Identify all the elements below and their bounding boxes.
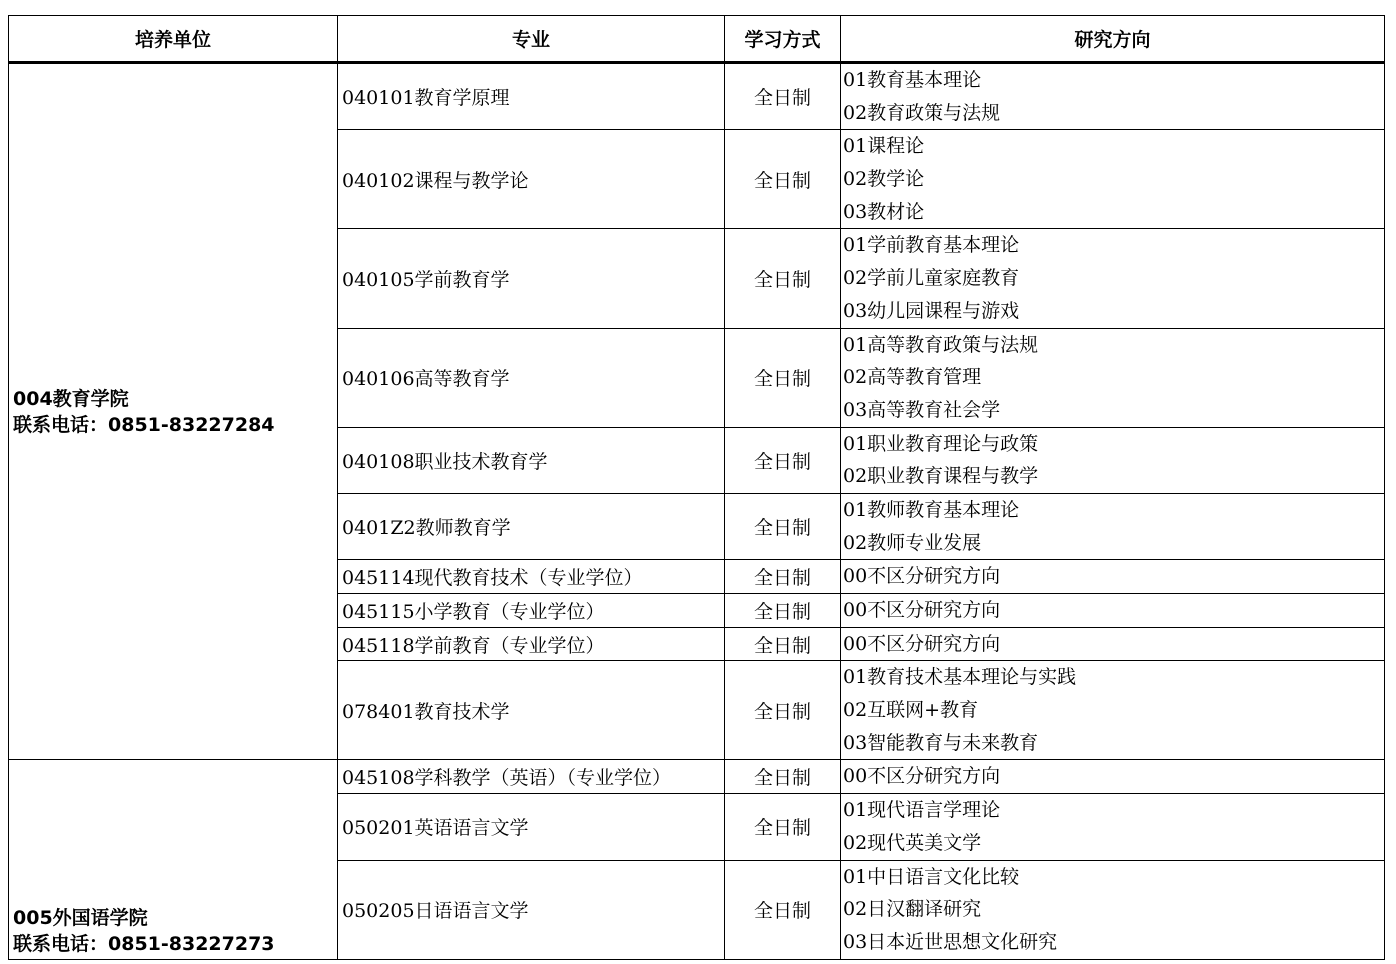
direction-item: 03幼儿园课程与游戏	[843, 299, 1020, 322]
program-table	[8, 15, 1385, 960]
direction-item: 01职业教育理论与政策	[843, 432, 1039, 455]
study-mode-cell: 全日制	[725, 493, 841, 559]
unit-cell	[9, 63, 338, 760]
major-cell: 040101教育学原理	[338, 63, 725, 130]
study-mode-cell: 全日制	[725, 328, 841, 427]
direction-cell	[841, 328, 1385, 427]
study-mode-cell: 全日制	[725, 594, 841, 628]
direction-item: 03高等教育社会学	[843, 398, 1001, 421]
direction-item: 00不区分研究方向	[843, 565, 1001, 588]
direction-cell	[841, 130, 1385, 229]
major-cell: 050201英语语言文学	[338, 794, 725, 860]
unit-name: 005外国语学院	[13, 906, 148, 929]
direction-cell	[841, 560, 1385, 594]
table-row	[9, 760, 1385, 794]
direction-cell	[841, 627, 1385, 661]
direction-item: 02教师专业发展	[843, 531, 982, 554]
major-cell: 045108学科教学（英语）（专业学位）	[338, 760, 725, 794]
study-mode-cell: 全日制	[725, 130, 841, 229]
major-cell: 040106高等教育学	[338, 328, 725, 427]
header-mode: 学习方式	[725, 16, 841, 63]
page	[8, 15, 1386, 960]
direction-item: 01课程论	[843, 135, 925, 158]
major-cell: 045115小学教育（专业学位）	[338, 594, 725, 628]
direction-item: 02学前儿童家庭教育	[843, 267, 1020, 290]
major-cell: 0401Z2教师教育学	[338, 493, 725, 559]
major-cell: 078401教育技术学	[338, 661, 725, 760]
study-mode-cell: 全日制	[725, 229, 841, 328]
study-mode-cell: 全日制	[725, 794, 841, 860]
header-major: 专业	[338, 16, 725, 63]
direction-cell	[841, 427, 1385, 493]
direction-item: 03日本近世思想文化研究	[843, 930, 1058, 953]
direction-item: 01教师教育基本理论	[843, 498, 1020, 521]
direction-item: 01教育基本理论	[843, 69, 982, 91]
direction-item: 01中日语言文化比较	[843, 865, 1020, 888]
direction-item: 02互联网+教育	[843, 699, 979, 722]
direction-item: 01高等教育政策与法规	[843, 333, 1039, 356]
study-mode-cell: 全日制	[725, 860, 841, 959]
direction-cell	[841, 594, 1385, 628]
direction-cell	[841, 493, 1385, 559]
direction-cell	[841, 661, 1385, 760]
major-cell: 040108职业技术教育学	[338, 427, 725, 493]
header-unit: 培养单位	[9, 16, 338, 63]
direction-item: 00不区分研究方向	[843, 599, 1001, 621]
study-mode-cell: 全日制	[725, 627, 841, 661]
direction-cell	[841, 229, 1385, 328]
major-cell: 040102课程与教学论	[338, 130, 725, 229]
major-cell: 045114现代教育技术（专业学位）	[338, 560, 725, 594]
unit-phone: 联系电话：0851-83227273	[13, 932, 275, 955]
direction-item: 03智能教育与未来教育	[843, 731, 1039, 754]
direction-cell	[841, 63, 1385, 130]
header-direction: 研究方向	[841, 16, 1385, 63]
direction-item: 00不区分研究方向	[843, 632, 1001, 655]
direction-item: 02高等教育管理	[843, 366, 982, 389]
study-mode-cell: 全日制	[725, 427, 841, 493]
header-row	[9, 16, 1385, 63]
direction-cell	[841, 860, 1385, 959]
unit-cell	[9, 760, 338, 959]
major-cell: 040105学前教育学	[338, 229, 725, 328]
direction-item: 02教学论	[843, 168, 925, 191]
direction-item: 01教育技术基本理论与实践	[843, 666, 1077, 689]
direction-item: 02职业教育课程与教学	[843, 465, 1039, 488]
direction-cell	[841, 794, 1385, 860]
direction-item: 02日汉翻译研究	[843, 898, 982, 921]
study-mode-cell: 全日制	[725, 760, 841, 794]
direction-item: 03教材论	[843, 200, 925, 223]
table-body	[9, 63, 1385, 960]
study-mode-cell: 全日制	[725, 63, 841, 130]
direction-item: 01学前教育基本理论	[843, 234, 1020, 257]
study-mode-cell: 全日制	[725, 560, 841, 594]
unit-name: 004教育学院	[13, 387, 129, 410]
direction-item: 00不区分研究方向	[843, 765, 1001, 788]
direction-item: 01现代语言学理论	[843, 799, 1001, 822]
table-row	[9, 63, 1385, 130]
direction-cell	[841, 760, 1385, 794]
major-cell: 045118学前教育（专业学位）	[338, 627, 725, 661]
unit-phone: 联系电话：0851-83227284	[13, 413, 275, 436]
direction-item: 02教育政策与法规	[843, 101, 1001, 124]
major-cell: 050205日语语言文学	[338, 860, 725, 959]
study-mode-cell: 全日制	[725, 661, 841, 760]
direction-item: 02现代英美文学	[843, 831, 982, 854]
